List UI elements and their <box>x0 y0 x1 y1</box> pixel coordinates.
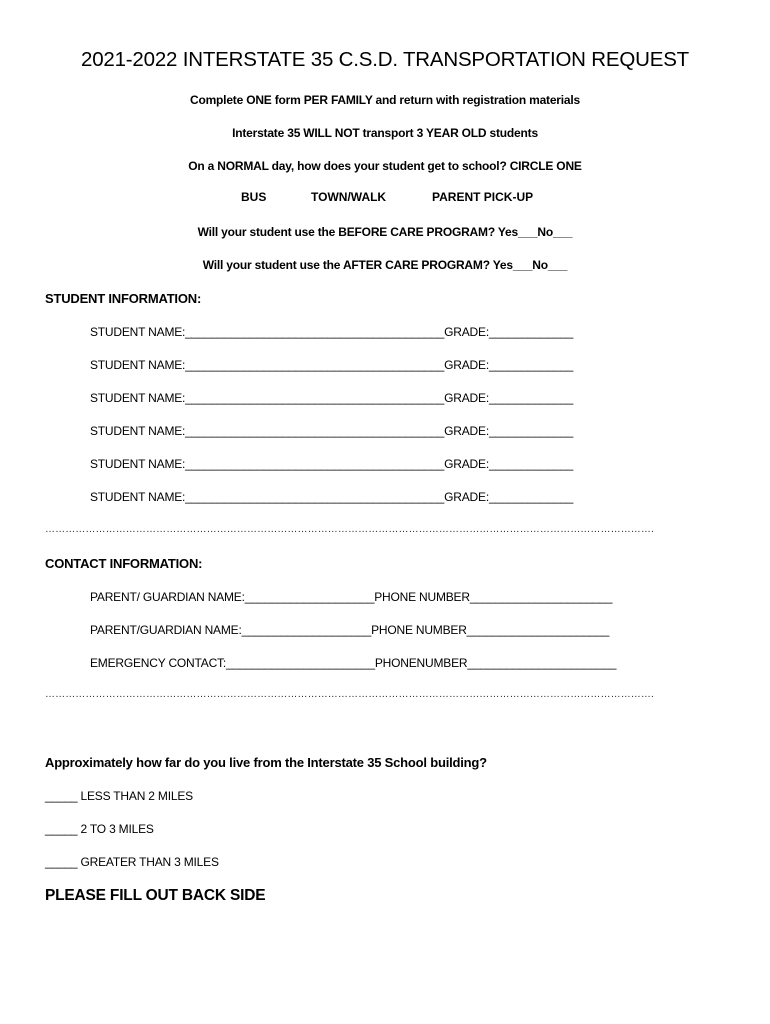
dotted-separator: ………………………………………………………………………………………………………………………………………………………………. <box>45 524 654 535</box>
distance-question: Approximately how far do you live from the Interstate 35 School building? <box>45 755 487 770</box>
student-row[interactable]: STUDENT NAME:________________________________________GRADE:_____________ <box>90 325 574 339</box>
distance-choice-2-3[interactable]: _____ 2 TO 3 MILES <box>45 822 154 836</box>
page-title: 2021-2022 INTERSTATE 35 C.S.D. TRANSPORTATION REQUEST <box>81 48 689 71</box>
distance-choice-greater-3[interactable]: _____ GREATER THAN 3 MILES <box>45 855 219 869</box>
student-row[interactable]: STUDENT NAME:________________________________________GRADE:_____________ <box>90 457 574 471</box>
after-care-question[interactable]: Will your student use the AFTER CARE PROGRAM? Yes___No___ <box>202 258 568 272</box>
instruction-one-form: Complete ONE form PER FAMILY and return with registration materials <box>189 93 580 107</box>
option-town-walk[interactable]: TOWN/WALK <box>311 190 387 204</box>
instruction-no-3yr: Interstate 35 WILL NOT transport 3 YEAR OLD students <box>232 126 538 140</box>
student-row[interactable]: STUDENT NAME:________________________________________GRADE:_____________ <box>90 424 574 438</box>
option-parent-pickup[interactable]: PARENT PICK-UP <box>432 190 534 204</box>
before-care-question[interactable]: Will your student use the BEFORE CARE PROGRAM? Yes___No___ <box>197 225 573 239</box>
parent-guardian-row-2[interactable]: PARENT/GUARDIAN NAME:____________________PHONE NUMBER______________________ <box>90 623 610 637</box>
contact-section-heading: CONTACT INFORMATION: <box>45 556 203 571</box>
dotted-separator: ………………………………………………………………………………………………………………………………………………………………. <box>45 689 654 700</box>
instruction-circle-one: On a NORMAL day, how does your student get to school? CIRCLE ONE <box>188 159 582 173</box>
student-row[interactable]: STUDENT NAME:________________________________________GRADE:_____________ <box>90 358 574 372</box>
parent-guardian-row-1[interactable]: PARENT/ GUARDIAN NAME:____________________PHONE NUMBER______________________ <box>90 590 613 604</box>
student-row[interactable]: STUDENT NAME:________________________________________GRADE:_____________ <box>90 391 574 405</box>
back-side-note: PLEASE FILL OUT BACK SIDE <box>45 887 266 904</box>
emergency-contact-row[interactable]: EMERGENCY CONTACT:_______________________PHONENUMBER_______________________ <box>90 656 617 670</box>
distance-choice-less-2[interactable]: _____ LESS THAN 2 MILES <box>45 789 193 803</box>
option-bus[interactable]: BUS <box>241 190 267 204</box>
student-section-heading: STUDENT INFORMATION: <box>45 291 202 306</box>
student-row[interactable]: STUDENT NAME:________________________________________GRADE:_____________ <box>90 490 574 504</box>
